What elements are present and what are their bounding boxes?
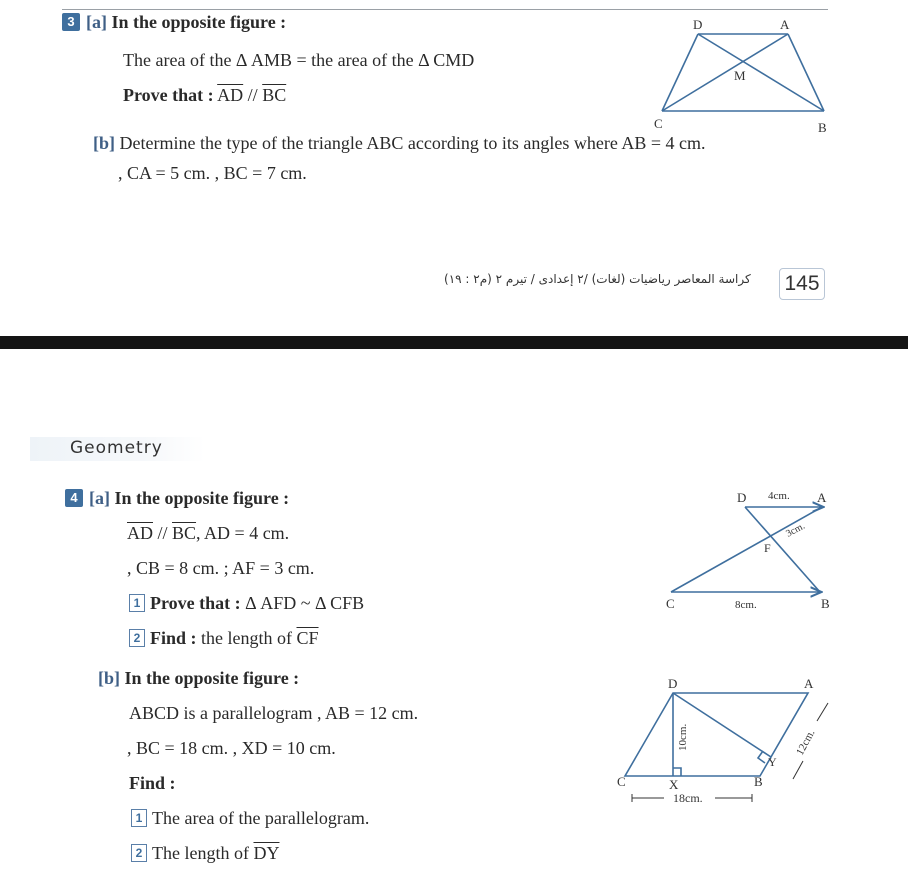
q4-a-line1: [127, 523, 289, 544]
q4-a-item1-number: 1: [129, 594, 145, 612]
section-title: Geometry: [70, 438, 163, 458]
q4-segment-cf: $\overline{CF}$: [296, 628, 319, 648]
q4a-label-a: A: [817, 490, 827, 505]
q3-trapezium-figure: [648, 14, 838, 139]
q4-b-item2-number: 2: [131, 844, 147, 862]
q4-b-find-label: Find :: [129, 773, 176, 793]
q4-a-tag: [a]: [89, 488, 110, 508]
q4-b-item1-text: The area of the parallelogram.: [152, 808, 370, 828]
q4-a-item2: [129, 628, 319, 649]
q3-part-a-heading: [62, 12, 286, 33]
q4a-segment-ac: [671, 507, 822, 592]
q3-a-tag: [a]: [86, 12, 107, 32]
q4a-label-c: C: [666, 596, 675, 611]
q3-b-line2: , CA = 5 cm. , BC = 7 cm.: [118, 163, 307, 183]
q4b-label-x: X: [669, 777, 679, 792]
q4-b-item1: [131, 808, 369, 829]
q4-a-item1-text: Δ AFD ~ Δ CFB: [245, 593, 365, 613]
q3-label-b: B: [818, 120, 827, 135]
q4b-label-d: D: [668, 676, 678, 691]
page-separator: [0, 336, 908, 349]
q3-label-d: D: [693, 17, 703, 32]
q4-a-item1: [129, 593, 364, 614]
q3-b-tag: [b]: [93, 133, 115, 153]
q4-a-heading-text: In the opposite figure :: [114, 488, 290, 508]
q3-label-c: C: [654, 116, 663, 131]
q4-b-item1-number: 1: [131, 809, 147, 827]
q3-number: 3: [62, 13, 80, 31]
q3-part-b: [93, 133, 706, 154]
q4-part-b-heading: [98, 668, 299, 689]
q4-segment-ad: $\overline{AD}$: [127, 523, 153, 543]
q4-a-item2-number: 2: [129, 629, 145, 647]
q4-part-a-heading: [65, 488, 289, 509]
q4-b-line1: ABCD is a parallelogram , AB = 12 cm.: [129, 703, 419, 723]
q4b-parallelogram: [625, 693, 808, 776]
q3-segment-bc: $\overline{BC}$: [262, 85, 287, 105]
q4-segment-dy: $\overline{DY}$: [253, 843, 280, 863]
q4b-right-angle-x: [673, 768, 681, 776]
q3-diagonal-ac: [662, 34, 788, 111]
q4-a-line1-rest: , AD = 4 cm.: [196, 523, 290, 543]
q4a-label-f: F: [764, 541, 771, 555]
q4b-label-side: 12cm.: [794, 727, 818, 758]
q4b-label-b: B: [754, 774, 763, 789]
q4b-label-y: Y: [768, 755, 777, 769]
q3-prove-label: Prove that :: [123, 85, 214, 105]
q4-segment-bc: $\overline{BC}$: [172, 523, 197, 543]
q4a-label-b: B: [821, 596, 830, 611]
q4b-side-dim-lower: [793, 761, 803, 779]
q4b-parallelogram-figure: [612, 676, 842, 811]
q4-a-item2-text: the length of: [201, 628, 292, 648]
q4b-side-dim-upper: [817, 703, 828, 721]
q3-prove-line: [123, 85, 286, 106]
q3-diagonal-db: [698, 34, 824, 111]
q4-parallel-sign: //: [157, 523, 168, 543]
q4-b-line2: , BC = 18 cm. , XD = 10 cm.: [127, 738, 336, 758]
q3-label-a: A: [780, 17, 790, 32]
q4b-label-a: A: [804, 676, 814, 691]
q4a-segment-db: [745, 507, 820, 592]
q4a-label-bottom-length: 8cm.: [735, 599, 757, 611]
q4a-label-d: D: [737, 490, 747, 505]
q3-label-m: M: [734, 68, 746, 83]
q4b-label-height: 10cm.: [677, 723, 689, 751]
page-number: 145: [779, 268, 825, 300]
q4-b-item2-text: The length of: [152, 843, 249, 863]
q3-parallel-sign: //: [247, 85, 258, 105]
q3-b-line1: Determine the type of the triangle ABC according to its angles where AB = 4 cm.: [119, 133, 706, 153]
q4a-label-side-length: 3cm.: [784, 520, 807, 540]
q4-b-heading-text: In the opposite figure :: [124, 668, 300, 688]
q3-a-heading-text: In the opposite figure :: [111, 12, 287, 32]
q4-b-tag: [b]: [98, 668, 120, 688]
q4-number: 4: [65, 489, 83, 507]
q4a-triangles-figure: [655, 485, 840, 615]
q4-a-line2: , CB = 8 cm. ; AF = 3 cm.: [127, 558, 315, 578]
q3-segment-ad: $\overline{AD}$: [217, 85, 244, 105]
q4b-label-base: 18cm.: [673, 791, 703, 805]
q4a-label-top-length: 4cm.: [768, 490, 790, 502]
book-footer: كراسة المعاصر رياضيات (لغات) /٢ إعدادى / تيرم ٢ (م٢ : ١٩): [444, 272, 751, 286]
q3-a-line1: The area of the Δ AMB = the area of the Δ CMD: [123, 50, 475, 70]
q4-a-item2-label: Find :: [150, 628, 197, 648]
q4-b-item2: [131, 843, 279, 864]
top-rule: [62, 9, 828, 10]
q4-a-item1-label: Prove that :: [150, 593, 241, 613]
q4b-label-c: C: [617, 774, 626, 789]
